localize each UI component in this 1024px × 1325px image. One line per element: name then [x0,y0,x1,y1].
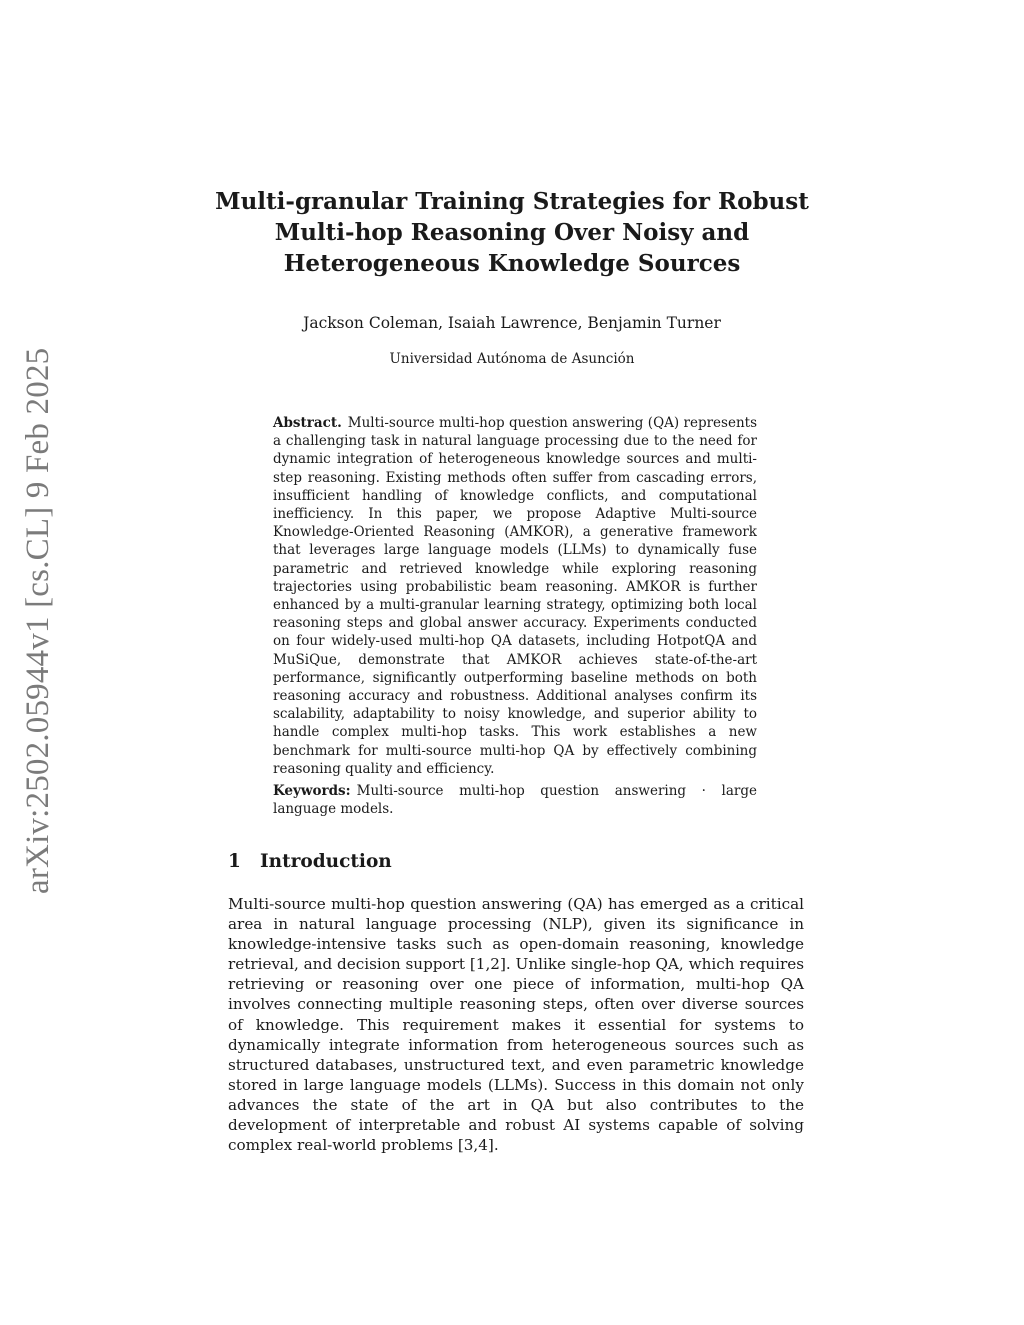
keywords-text: Multi-source multi-hop question answering · large language models. [273,783,757,818]
section-title: Introduction [260,851,392,872]
abstract [273,414,757,778]
abstract-label: Abstract. [273,415,342,431]
abstract-text: Multi-source multi-hop question answering (QA) represents a challenging task in natural language processing due to the need for dynamic integration of heterogeneous knowledge sources and multi-step reasoning. Existing methods often suffer from cascading errors, insufficient handling of knowledge conflicts, and computational inefficiency. In this paper, we propose Adaptive Multi-source Knowledge-Oriented Reasoning (AMKOR), a generative framework that leverages large language models (LLMs) to dynamically fuse parametric and retrieved knowledge while exploring reasoning trajectories using probabilistic beam reasoning. AMKOR is further enhanced by a multi-granular learning strategy, optimizing both local reasoning steps and global answer accuracy. Experiments conducted on four widely-used multi-hop QA datasets, including HotpotQA and MuSiQue, demonstrate that AMKOR achieves state-of-the-art performance, significantly outperforming baseline methods on both reasoning accuracy and robustness. Additional analyses confirm its scalability, adaptability to noisy knowledge, and superior ability to handle complex multi-hop tasks. This work establishes a new benchmark for multi-source multi-hop QA by effectively combining reasoning quality and efficiency. [273,415,757,777]
paper-title: Multi-granular Training Strategies for Robust Multi-hop Reasoning Over Noisy and Heterogeneous Knowledge Sources [215,188,809,277]
introduction-paragraph: Multi-source multi-hop question answering (QA) has emerged as a critical area in natural language processing (NLP), given its significance in knowledge-intensive tasks such as open-domain reasoning, knowledge retrieval, and decision support [1,2]. Unlike single-hop QA, which requires retrieving or reasoning over one piece of information, multi-hop QA involves connecting multiple reasoning steps, often over diverse sources of knowledge. This requirement makes it essential for systems to dynamically integrate information from heterogeneous sources such as structured databases, unstructured text, and even parametric knowledge stored in large language models (LLMs). Success in this domain not only advances the state of the art in QA but also contributes to the development of interpretable and robust AI systems capable of solving complex real-world problems [3,4]. [228,895,804,1155]
affiliation: Universidad Autónoma de Asunción [389,351,635,367]
section-heading [228,851,392,872]
keywords [273,782,757,818]
author-list: Jackson Coleman, Isaiah Lawrence, Benjamin Turner [303,314,721,332]
keywords-label: Keywords: [273,783,351,799]
section-number: 1 [228,851,241,872]
arxiv-identifier-stamp: arXiv:2502.05944v1 [cs.CL] 9 Feb 2025 [20,347,56,894]
